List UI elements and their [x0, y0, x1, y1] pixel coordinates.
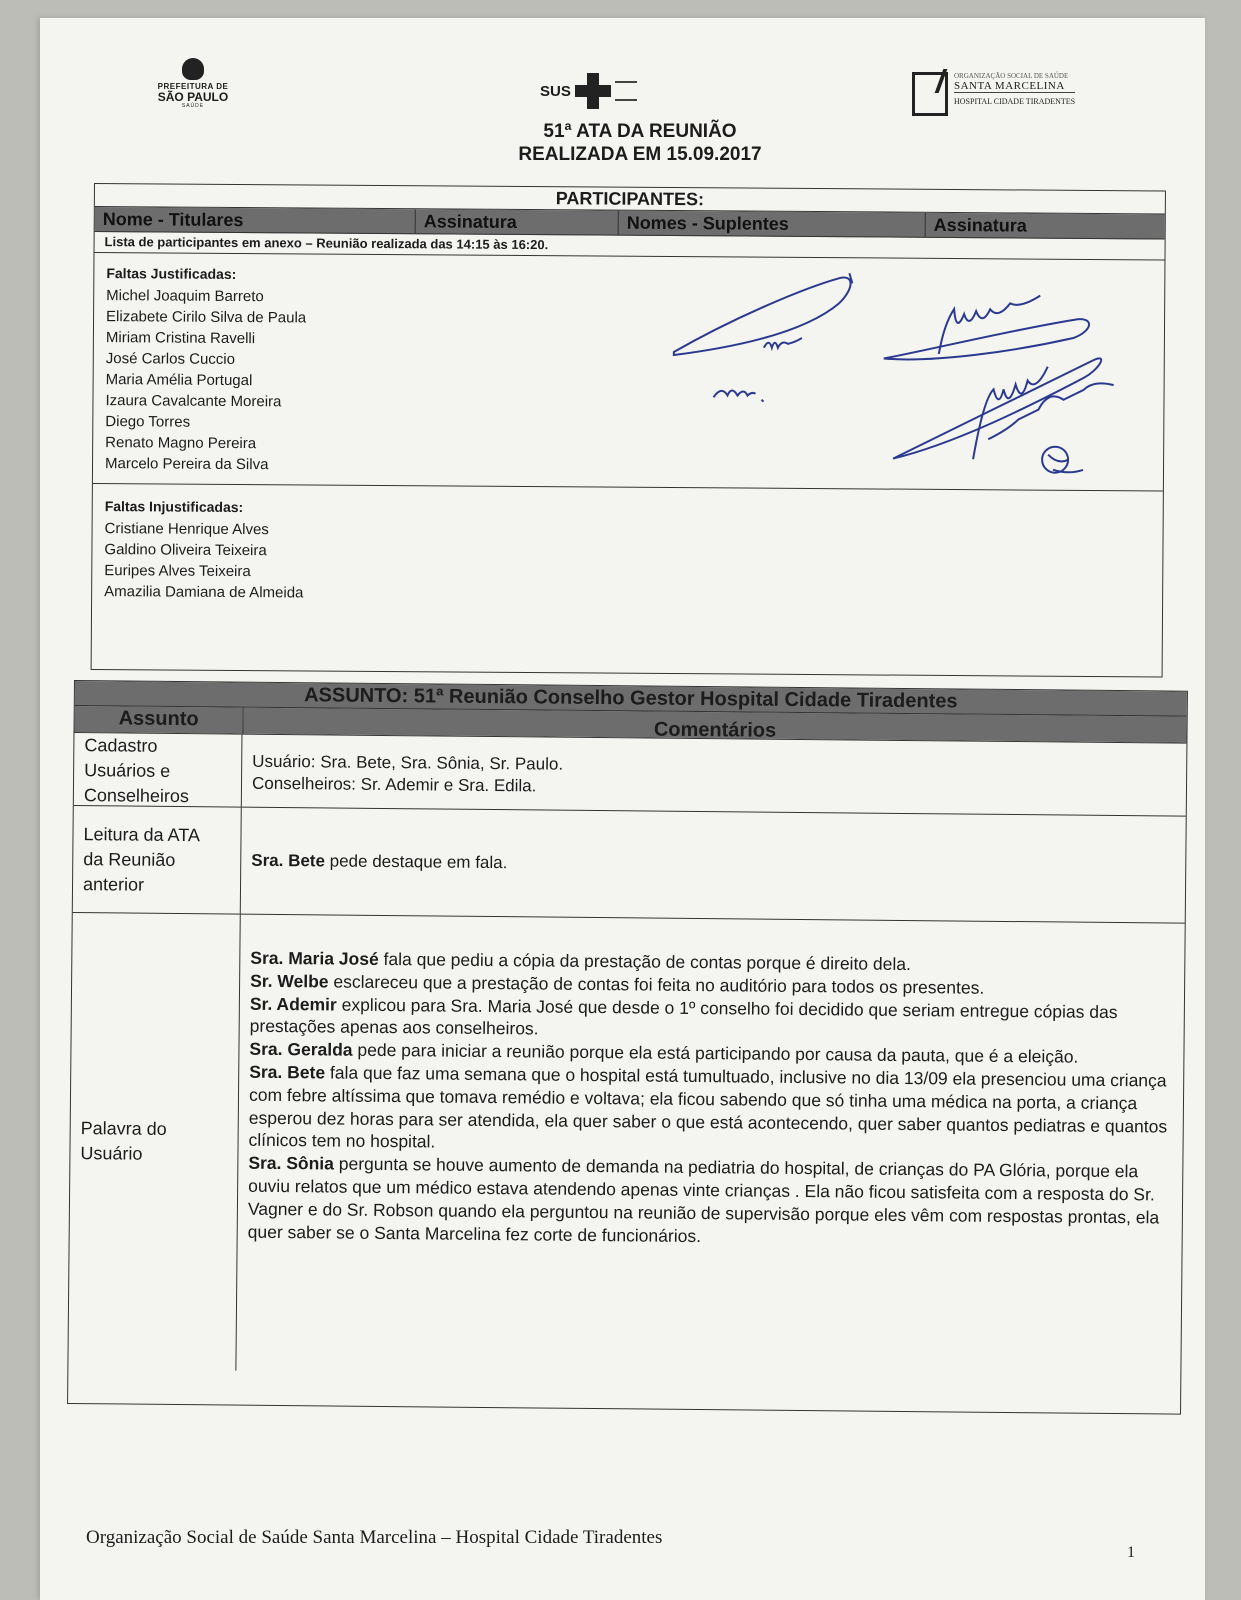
row-comment: Usuário: Sra. Bete, Sra. Sônia, Sr. Paulo. Conselheiros: Sr. Ademir e Sra. Edila. [251, 751, 564, 796]
prefeitura-logo: PREFEITURA DE SÃO PAULO SAÚDE [148, 58, 238, 109]
speaker-name: Sra. Bete [251, 850, 326, 871]
subject-table-header: Assunto Comentários [74, 706, 1186, 744]
subject-table-title: ASSUNTO: 51ª Reunião Conselho Gestor Hospital Cidade Tiradentes [75, 681, 1187, 717]
paragraph: Sra. Bete fala que faz uma semana que o hospital está tumultuado, inclusive no dia 13/09 ela presenciou uma criança com febre altíssima que tomava remédio e voltava; ela ficou sabendo que só tinha uma médica na porta, a criança esperou dez horas para ser atendida, ela quer saber o que está acontecendo, quer saber quantos pediatras e quantos clínicos tem no hospital. [248, 1061, 1168, 1152]
name-item: Galdino Oliveira Teixeira [104, 541, 267, 560]
name-item: Michel Joaquim Barreto [106, 287, 264, 306]
name-item: José Carlos Cuccio [105, 350, 236, 368]
col-titulares: Nome - Titulares [95, 207, 416, 233]
col-assinatura-2: Assinatura [933, 214, 1027, 236]
col-suplentes: Nomes - Suplentes [619, 211, 926, 237]
name-item: Amazilia Damiana de Almeida [104, 583, 304, 602]
name-item: Miriam Cristina Ravelli [105, 329, 256, 348]
signature-3 [884, 318, 1089, 361]
table-row [68, 913, 1184, 1380]
name-item: Renato Magno Pereira [105, 434, 257, 453]
unjustified-absences: Faltas Injustificadas: Cristiane Henrique Alves Galdino Oliveira Teixeira Euripes Alves Teixeira Amazilia Damiana de Almeida [92, 484, 1163, 609]
name-item: Elizabete Cirilo Silva de Paula [106, 308, 307, 327]
participants-table [91, 183, 1166, 677]
name-item: Maria Amélia Portugal [105, 371, 253, 390]
handwritten-signatures [653, 257, 1135, 490]
row-subject: Leitura da ATA da Reunião anterior [73, 806, 242, 914]
table-row [73, 806, 1186, 924]
hospital-mark-icon [912, 72, 948, 116]
document-title: 51ª ATA DA REUNIÃO REALIZADA EM 15.09.2017 [518, 121, 762, 165]
sus-logo: SUS [540, 73, 637, 109]
paragraph: Sr. Ademir explicou para Sra. Maria José que desde o 1º conselho foi decidido que seriam entregue cópias das prestações apenas aos conselheiros. [249, 993, 1118, 1039]
santa-marcelina-logo: ORGANIZAÇÃO SOCIAL DE SAÚDE SANTA MARCELINA HOSPITAL CIDADE TIRADENTES [912, 72, 1075, 116]
paragraph: Sra. Geralda pede para iniciar a reunião porque ela está participando por causa da pauta, que é a eleição. [249, 1038, 1079, 1067]
justified-absences: Faltas Justificadas: Michel Joaquim Barreto Elizabete Cirilo Silva de Paula Miriam Cristina Ravelli José Carlos Cuccio Maria Amélia Portugal Izaura Cavalcante Moreira Diego Torres Renato Magno Pereira Marcelo Pereira da Silva [93, 253, 1165, 491]
row-comment [236, 915, 1184, 1380]
participants-note: Lista de participantes em anexo – Reunião realizada das 14:15 às 16:20. [95, 232, 1165, 260]
row-subject: Palavra do Usuário [68, 913, 240, 1371]
signature-1-initials [764, 338, 802, 348]
crest-icon [182, 58, 204, 80]
signature-1 [674, 276, 851, 356]
participants-title: PARTICIPANTES: [95, 184, 1165, 214]
page-number: 1 [1127, 1544, 1135, 1561]
col-assinatura: Assinatura [416, 209, 619, 234]
table-row [74, 733, 1187, 817]
name-item: Cristiane Henrique Alves [104, 520, 269, 539]
signature-3-text [939, 295, 1040, 355]
paragraph: Sra. Sônia pergunta se houve aumento de demanda na pediatria do hospital, de crianças do PA Glória, porque ela ouviu relatos que um médico estava atendendo apenas vinte crianças . Ela não ficou satisfeita com a resposta do Sr. Vagner e do Sr. Robson quando ela perguntou na reunião de supervisão porque eles vêm com respostas prontas, ela quer saber se o Santa Marcelina fez corte de funcionários. [247, 1152, 1160, 1246]
signature-4 [893, 357, 1101, 460]
paragraph: Sra. Maria José fala que pediu a cópia da prestação de contas porque é direito dela. [250, 947, 912, 975]
name-item: Marcelo Pereira da Silva [104, 455, 269, 474]
row-subject: Cadastro Usuários e Conselheiros [74, 733, 243, 807]
paragraph: Sr. Welbe esclareceu que a prestação de contas foi feita no auditório para todos os presentes. [250, 970, 985, 998]
subject-table [67, 680, 1188, 1415]
signature-5 [988, 383, 1113, 441]
cross-icon [575, 73, 611, 109]
signature-2 [713, 390, 763, 401]
page-footer: Organização Social de Saúde Santa Marcelina – Hospital Cidade Tiradentes [86, 1527, 663, 1548]
row-comment: Sra. Bete pede destaque em fala. [251, 850, 508, 873]
name-item: Izaura Cavalcante Moreira [105, 392, 282, 411]
name-item: Euripes Alves Teixeira [104, 562, 251, 581]
name-item: Diego Torres [105, 413, 191, 431]
